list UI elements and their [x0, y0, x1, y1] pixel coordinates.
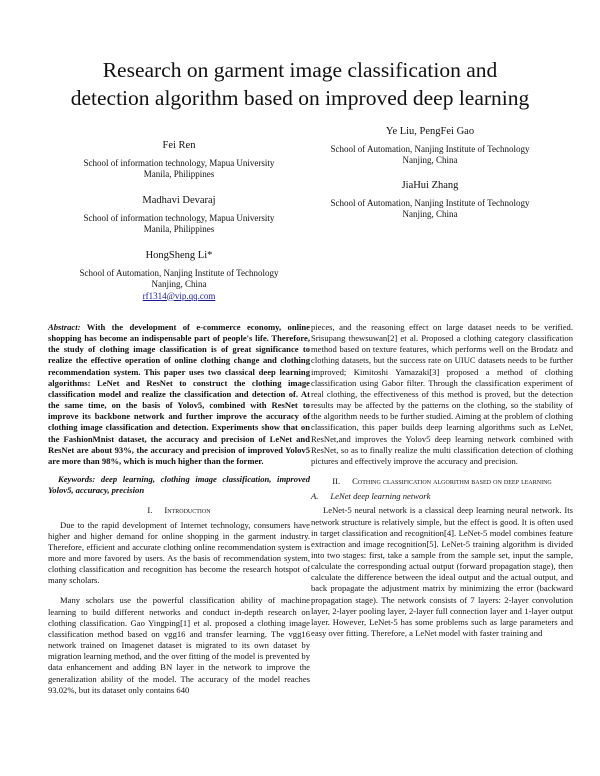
author-block-fei-ren — [48, 140, 310, 181]
section-number: I. — [147, 505, 153, 516]
right-column — [311, 322, 573, 639]
author-name: Fei Ren — [162, 140, 196, 151]
subsection-heading-a — [311, 491, 573, 502]
author-block-madhavi-devaraj — [48, 195, 310, 236]
paragraph: LeNet-5 neural network is a classical deep learning neural network. Its network structure is relatively simple, but the effect is good. It is often used in target classification and recognition[4]. LeNet-5 model combines feature extraction and image recognition[5]. LeNet-5 training algorithm is divided into two stages: first, take a sample from the sample set, input the sample, calculate the corresponding actual output (forward propagation stage), then calculate the difference between the ideal output and the actual output, and back propagate the adjustment matrix by minimizing the error (backward propagation stage). The network consists of 7 layers: 2-layer convolution layer, 2-layer pooling layer, 2-layer full connection layer and 1-layer output layer. However, LeNet-5 has some problems such as large parameters and easy over fitting. Therefore, a LeNet model with faster training and — [311, 505, 573, 639]
author-name: Madhavi Devaraj — [142, 195, 216, 206]
keywords-label: Keywords: — [58, 474, 96, 485]
author-name: HongSheng Li* — [145, 250, 213, 261]
abstract-label: Abstract — [48, 322, 78, 332]
author-location: Nanjing, China — [402, 209, 458, 219]
author-block-jiahui-zhang — [300, 180, 560, 221]
author-block-ye-liu — [300, 126, 560, 167]
author-email-link[interactable]: rf1314@vip.qq.com — [142, 290, 216, 301]
author-affiliation: School of Automation, Nanjing Institute of Technology — [330, 143, 530, 154]
section-heading-introduction — [48, 505, 310, 516]
paragraph: Due to the rapid development of Internet technology, consumers have higher and higher demand for online shopping in the garment industry. Therefore, efficient and accurate clothing online recommendation system is more and more favored by users. As the basis of recommendation system, clothing classification and recognition has become the research hotspot of many scholars. — [48, 519, 310, 586]
author-affiliation: School of information technology, Mapua University — [83, 157, 275, 168]
abstract: Abstract: With the development of e-commerce economy, online shopping has become an indispensable part of people's life. Therefore, the study of clothing image classification is of great significance to realize the effective operation of online clothing change and clothing recommendation system. This paper uses two classical deep learning algorithms: LeNet and ResNet to construct the clothing image classification model and realize the classification and detection of. At the same time, on the basis of Yolov5, combined with ResNet to improve its backbone network and further improve the accuracy of clothing image classification and detection. Experiments show that on the FashionMnist dataset, the accuracy and precision of LeNet and ResNet are about 93%, the accuracy and precision of improved Yolov5 are more than 98%, which is much higher than the former. — [48, 322, 310, 466]
author-location: Manila, Philippines — [143, 169, 215, 179]
author-location: Nanjing, China — [402, 155, 458, 165]
author-block-hongsheng-li — [48, 250, 310, 302]
section-number: II. — [332, 476, 341, 487]
author-affiliation: School of Automation, Nanjing Institute of Technology — [79, 267, 279, 278]
paragraph: pieces, and the reasoning effect on large dataset needs to be verified. Srisupang thewsuwan[2] et al. Proposed a clothing category classification method based on texture features, which performs well on the Brodatz and clothing datasets, but the success rate on UIUC datasets needs to be further improved; Kimitoshi Yamazaki[3] proposed a method of clothing classification using Gabor filter. Through the classification experiment of real clothing, the effectiveness of this method is proved, but the detection results may be affected by the patterns on the clothing, so the stability of the algorithm needs to be further studied. Aiming at the problem of clothing classification, this paper builds deep learning algorithms such as LeNet, ResNet,and improves the Yolov5 deep learning network combined with ResNet, so as to finally realize the multi classification detection of clothing pictures and effectively improve the accuracy and precision. — [311, 322, 573, 466]
section-heading-2 — [311, 476, 573, 487]
paper-title — [30, 56, 570, 112]
keywords — [48, 474, 310, 496]
author-name: JiaHui Zhang — [401, 180, 459, 191]
section-title: Introduction — [164, 505, 211, 516]
keywords-text: deep learning, clothing image classification, improved Yolov5, accuracy, precision — [48, 474, 310, 496]
author-location: Manila, Philippines — [143, 224, 215, 234]
left-column — [48, 322, 310, 696]
title-line-1: Research on garment image classification and — [102, 58, 498, 82]
author-affiliation: School of information technology, Mapua University — [83, 212, 275, 223]
subsection-title: LeNet deep learning network — [330, 491, 431, 502]
abstract-text: With the development of e-commerce economy, online shopping has become an indispensable part of people's life. Therefore, the study of clothing image classification is of great significance to realize the effective operation of online clothing change and clothing recommendation system. This paper uses two classical deep learning algorithms: LeNet and ResNet to construct the clothing image classification model and realize the classification and detection of. At the same time, on the basis of Yolov5, combined with ResNet to improve its backbone network and further improve the accuracy of clothing image classification and detection. Experiments show that on the FashionMnist dataset, the accuracy and precision of LeNet and ResNet are about 93%, the accuracy and precision of improved Yolov5 are more than 98%, which is much higher than the former. — [48, 322, 310, 466]
subsection-number: A. — [311, 491, 319, 502]
title-line-2: detection algorithm based on improved deep learning — [70, 86, 530, 110]
author-affiliation: School of Automation, Nanjing Institute of Technology — [330, 197, 530, 208]
paragraph: Many scholars use the powerful classification ability of machine learning to build different networks and conduct in-depth research on clothing classification. Gao Yingping[1] et al. proposed a clothing image classification method based on vgg16 and transfer learning. The vgg16 network trained on Imagenet dataset is migrated to its own dataset by migration learning method, and the over fitting of the model is prevented by data enhancement and adding BN layer in the network to improve the generalization ability of the model. The accuracy of the model reaches 93.02%, but its dataset only contains 640 — [48, 595, 310, 695]
author-name: Ye Liu, PengFei Gao — [385, 126, 475, 137]
author-location: Nanjing, China — [151, 279, 207, 289]
section-title: Cothing classification algorithm based on deep learning — [352, 476, 552, 487]
